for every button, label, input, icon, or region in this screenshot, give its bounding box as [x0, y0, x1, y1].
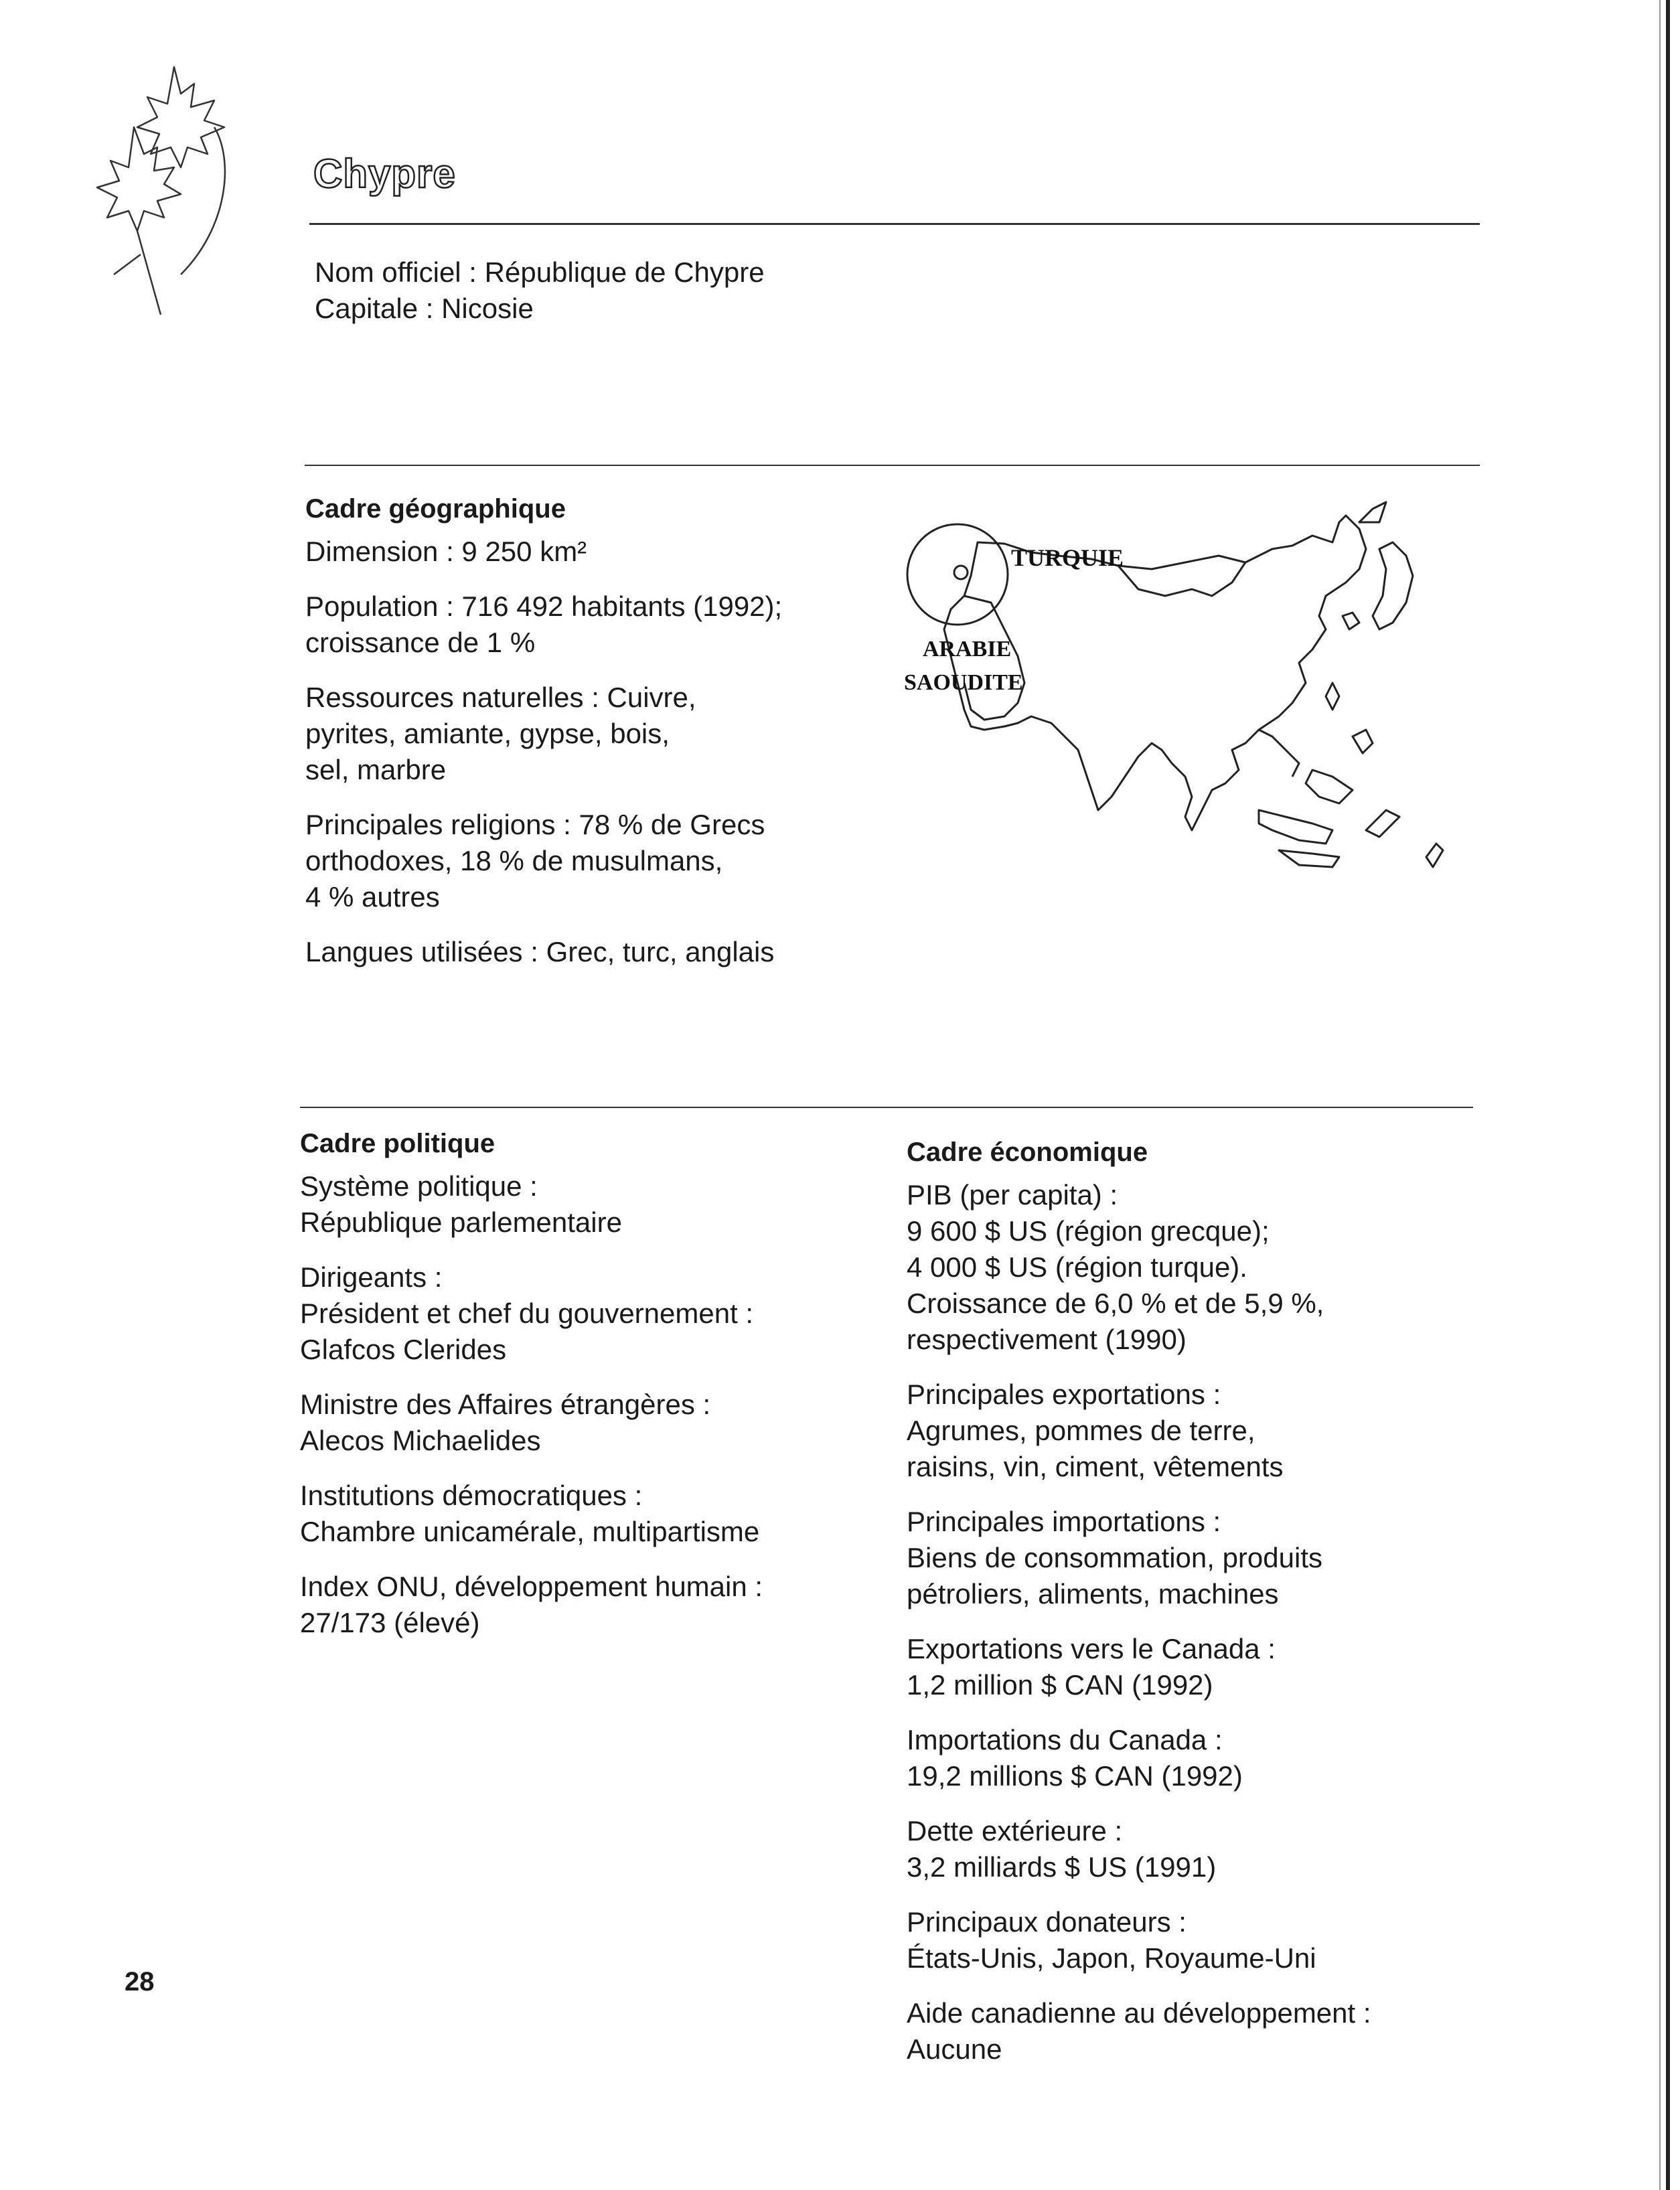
- geo-item: [305, 934, 782, 970]
- economy-item-line: Biens de consommation, produits: [907, 1542, 1322, 1573]
- economy-item-line: 3,2 milliards $ US (1991): [907, 1851, 1217, 1883]
- geo-item-line: Principales religions : 78 % de Grecs: [305, 809, 765, 840]
- capital: Capitale : Nicosie: [315, 293, 534, 324]
- politics-item: [300, 1168, 763, 1241]
- economy-item-line: Aide canadienne au développement :: [907, 1997, 1371, 2029]
- economy-item-line: 1,2 million $ CAN (1992): [907, 1669, 1213, 1701]
- official-name: Nom officiel : République de Chypre: [315, 256, 765, 288]
- politics-item-line: République parlementaire: [300, 1206, 622, 1238]
- economy-item-line: respectivement (1990): [907, 1324, 1187, 1355]
- economy-section: [907, 1136, 1371, 2086]
- economy-item: [907, 1631, 1371, 1703]
- economy-item-line: pétroliers, aliments, machines: [907, 1578, 1279, 1610]
- maple-leaf-logo-icon: [80, 54, 254, 321]
- economy-heading: Cadre économique: [907, 1138, 1148, 1167]
- geo-item-line: Dimension : 9 250 km²: [305, 536, 587, 567]
- economy-item-line: 19,2 millions $ CAN (1992): [907, 1760, 1243, 1792]
- page-edge-shadow: [1659, 0, 1661, 2190]
- politics-item-line: Alecos Michaelides: [300, 1425, 541, 1456]
- politics-item-line: Système politique :: [300, 1170, 538, 1202]
- geo-items: [305, 534, 782, 970]
- geo-item: [305, 680, 782, 788]
- economy-item-line: Principaux donateurs :: [907, 1906, 1187, 1938]
- geo-item-line: 4 % autres: [305, 881, 440, 913]
- politics-section: [300, 1127, 763, 1660]
- economy-item-line: 9 600 $ US (région grecque);: [907, 1215, 1270, 1247]
- geo-heading: Cadre géographique: [305, 494, 566, 524]
- politics-item-line: Chambre unicamérale, multipartisme: [300, 1516, 760, 1547]
- geo-item: [305, 807, 782, 915]
- economy-item: [907, 1813, 1371, 1885]
- economy-item-line: Principales importations :: [907, 1506, 1221, 1537]
- title-divider: [309, 223, 1480, 225]
- geo-item-line: pyrites, amiante, gypse, bois,: [305, 718, 670, 749]
- geo-item-line: Langues utilisées : Grec, turc, anglais: [305, 936, 775, 967]
- politics-item-line: Institutions démocratiques :: [300, 1480, 643, 1511]
- map-label-arabia-1: ARABIE: [923, 637, 1012, 661]
- geo-section: [305, 492, 782, 989]
- page-number: 28: [125, 1967, 155, 1997]
- economy-item: [907, 1722, 1371, 1794]
- economy-item: [907, 1904, 1371, 1976]
- politics-item: [300, 1569, 763, 1641]
- economy-item-line: Exportations vers le Canada :: [907, 1633, 1276, 1664]
- politics-item: [300, 1259, 763, 1368]
- geo-item-line: Ressources naturelles : Cuivre,: [305, 682, 696, 713]
- map-label-turkey: TURQUIE: [1011, 544, 1124, 571]
- economy-item-line: Dette extérieure :: [907, 1815, 1123, 1847]
- map-label-arabia-2: SAOUDITE: [904, 670, 1023, 695]
- asia-map: [897, 495, 1460, 897]
- politics-item: [300, 1478, 763, 1550]
- geo-item-line: orthodoxes, 18 % de musulmans,: [305, 845, 723, 876]
- economy-item-line: Aucune: [907, 2033, 1002, 2065]
- economy-item-line: 4 000 $ US (région turque).: [907, 1251, 1247, 1283]
- politics-item-line: Ministre des Affaires étrangères :: [300, 1389, 711, 1420]
- geo-item: [305, 534, 782, 570]
- economy-item: [907, 1177, 1371, 1358]
- politics-item-line: Dirigeants :: [300, 1261, 443, 1293]
- economy-item: [907, 1504, 1371, 1612]
- economy-item-line: Agrumes, pommes de terre,: [907, 1415, 1255, 1446]
- economy-item-line: Principales exportations :: [907, 1379, 1221, 1410]
- economy-item-line: Croissance de 6,0 % et de 5,9 %,: [907, 1287, 1324, 1319]
- economy-item-line: Importations du Canada :: [907, 1724, 1223, 1755]
- politics-items: [300, 1168, 763, 1641]
- politics-heading: Cadre politique: [300, 1129, 495, 1158]
- page-title: Chypre: [313, 151, 456, 196]
- geo-item-line: croissance de 1 %: [305, 627, 536, 658]
- politics-item-line: Glafcos Clerides: [300, 1334, 507, 1365]
- economy-item-line: États-Unis, Japon, Royaume-Uni: [907, 1942, 1316, 1974]
- economy-item: [907, 1377, 1371, 1485]
- geo-item-line: Population : 716 492 habitants (1992);: [305, 591, 783, 622]
- politics-item-line: 27/173 (élevé): [300, 1607, 480, 1638]
- section-divider-geo: [305, 465, 1480, 466]
- geo-item: [305, 589, 782, 661]
- economy-item-line: raisins, vin, ciment, vêtements: [907, 1451, 1284, 1482]
- politics-item: [300, 1387, 763, 1459]
- economy-item-line: PIB (per capita) :: [907, 1179, 1118, 1210]
- politics-item-line: Président et chef du gouvernement :: [300, 1298, 754, 1329]
- economy-items: [907, 1177, 1371, 2067]
- section-divider-pol: [300, 1107, 1473, 1108]
- geo-item-line: sel, marbre: [305, 754, 447, 785]
- economy-item: [907, 1995, 1371, 2067]
- page-edge: [1666, 0, 1670, 2190]
- politics-item-line: Index ONU, développement humain :: [300, 1571, 763, 1602]
